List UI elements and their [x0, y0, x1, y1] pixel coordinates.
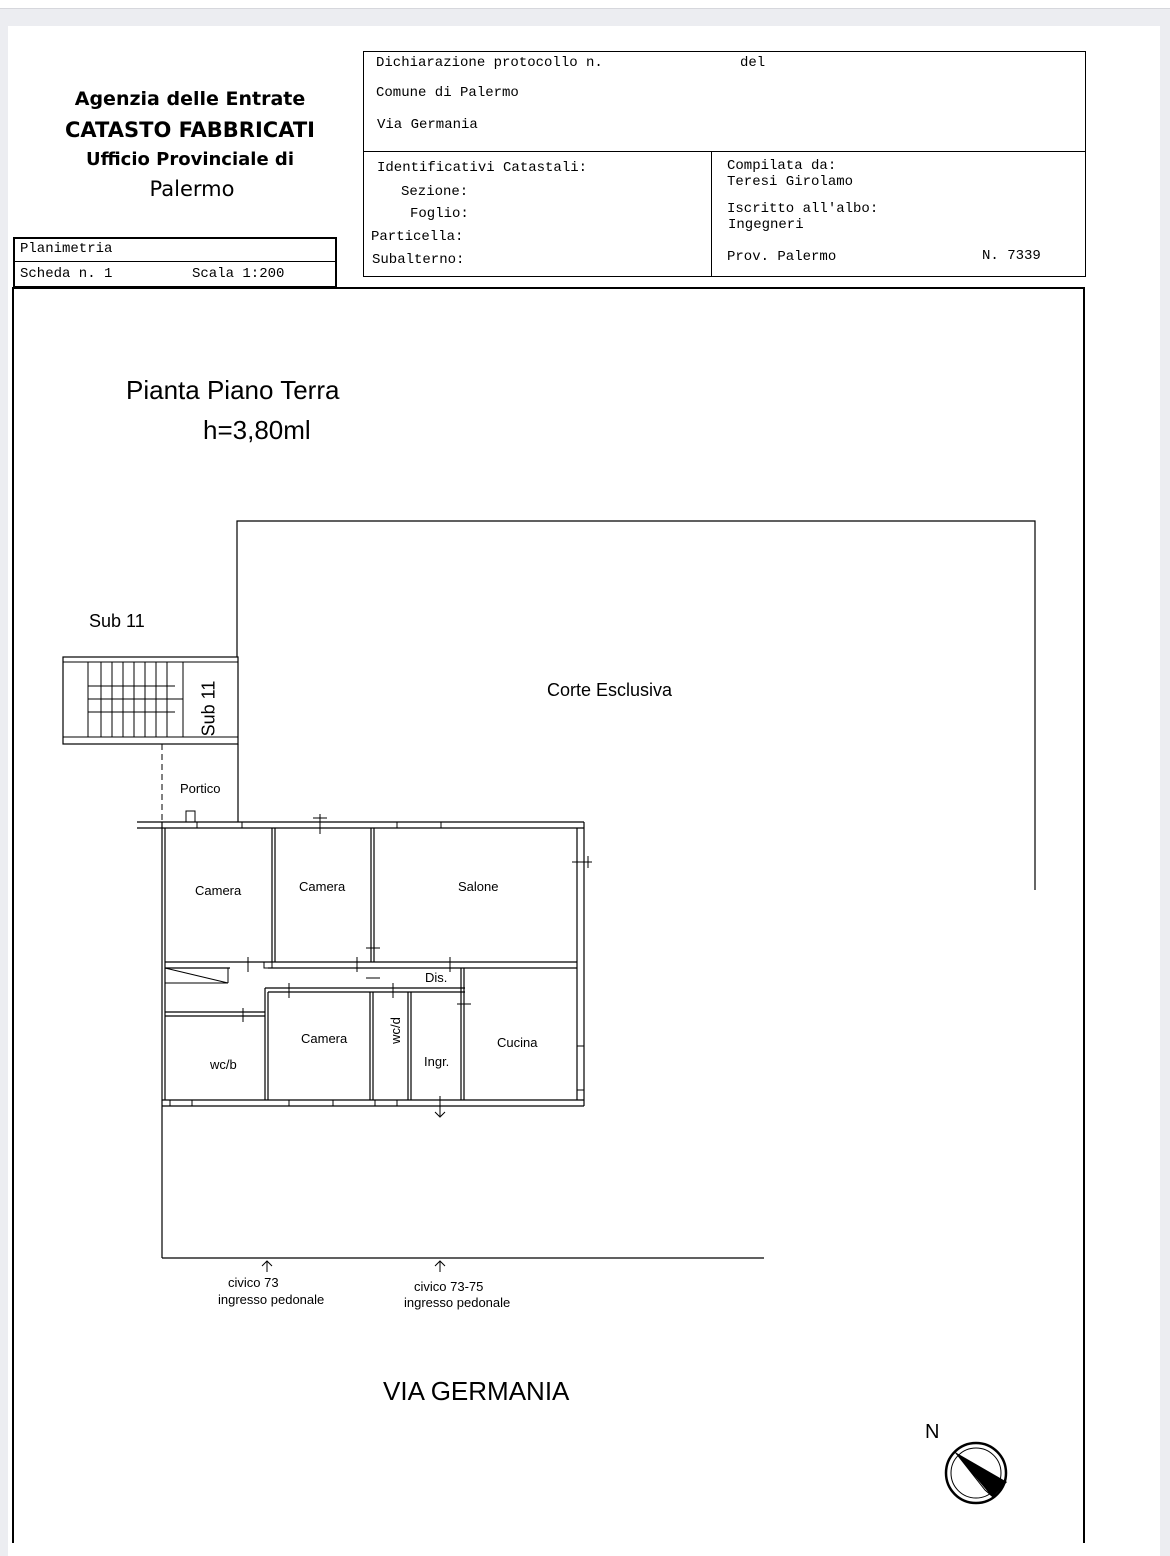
room-camera-2: Camera [299, 879, 346, 894]
planimetria-label: Planimetria [20, 241, 113, 257]
apartment-walls [137, 822, 584, 1106]
sub11-vertical-label: Sub 11 [198, 680, 219, 737]
protocol-label: Dichiarazione protocollo n. [376, 55, 603, 71]
corte-boundary [237, 521, 1035, 890]
entrance-arrows [262, 1261, 445, 1272]
province-label: Prov. Palermo [727, 249, 837, 265]
registration-number: N. 7339 [982, 248, 1041, 264]
compilata-label: Compilata da: [727, 158, 837, 174]
room-disimpegno: Dis. [425, 970, 448, 985]
plan-title: Pianta Piano Terra [126, 375, 340, 405]
albo-label: Iscritto all'albo: [727, 201, 879, 217]
comune-label: Comune di Palermo [376, 85, 519, 101]
portico-label: Portico [180, 781, 221, 796]
particella-label: Particella: [371, 229, 464, 245]
room-ingresso: Ingr. [424, 1054, 450, 1069]
door-ticks [243, 814, 592, 1117]
drawing-frame [13, 288, 1084, 1543]
foglio-label: Foglio: [410, 206, 469, 222]
plan-height: h=3,80ml [203, 415, 311, 445]
ufficio-label: Ufficio Provinciale di [85, 149, 294, 170]
via-label: Via Germania [377, 117, 478, 133]
catasto-title: CATASTO FABBRICATI [65, 118, 315, 142]
civico-73-75-label: civico 73-75 [414, 1279, 484, 1294]
scala-label: Scala 1:200 [192, 266, 285, 282]
north-compass-icon [946, 1443, 1007, 1503]
sub11-label: Sub 11 [89, 611, 145, 631]
sezione-label: Sezione: [401, 184, 469, 200]
room-salone: Salone [458, 879, 499, 894]
room-camera-3: Camera [301, 1031, 348, 1046]
room-wcb: wc/b [210, 1057, 237, 1072]
del-label: del [740, 55, 766, 71]
identifiers-title: Identificativi Catastali: [377, 160, 588, 176]
civico-73-ingresso: ingresso pedonale [218, 1292, 325, 1307]
civico-73-75-ingresso: ingresso pedonale [404, 1295, 511, 1310]
agency-name: Agenzia delle Entrate [74, 88, 306, 110]
room-cucina: Cucina [497, 1035, 538, 1050]
north-label: N [925, 1421, 940, 1443]
albo-value: Ingegneri [728, 217, 804, 233]
scheda-label: Scheda n. 1 [20, 266, 113, 282]
ufficio-city: Palermo [149, 177, 235, 201]
room-camera-1: Camera [195, 883, 242, 898]
street-name: VIA GERMANIA [383, 1376, 570, 1406]
subalterno-label: Subalterno: [372, 252, 465, 268]
corte-label: Corte Esclusiva [547, 680, 673, 700]
civico-73-label: civico 73 [228, 1275, 279, 1290]
compiler-name: Teresi Girolamo [727, 174, 854, 190]
room-wcd: wc/d [387, 1017, 403, 1044]
